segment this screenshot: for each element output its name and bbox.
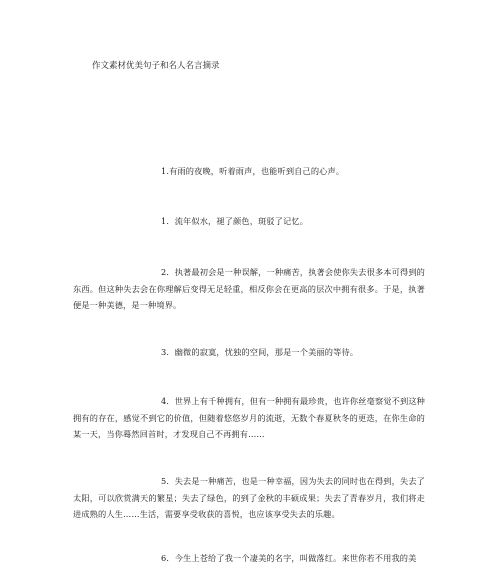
paragraph-3: 2．执著最初会是一种误解，一种痛苦，执著会使你失去很多本可得到的东西。但这种失去会在你理解后变得无足轻重，相反你会在更高的层次中拥有很多。于是，执著便是一种美德，是一种境界。 [73,267,425,310]
paragraph-2: 1．流年似水，褪了颜色，斑驳了记忆。 [161,216,309,226]
document-title: 作文素材优美句子和名人名言摘录 [92,61,220,71]
paragraph-4: 3．幽微的寂寞，忧独的空间，那是一个美丽的等待。 [161,347,359,357]
paragraph-7: 6．今生上苍给了我一个凄美的名字，叫做落红。来世你若不用我的美 [161,553,417,563]
paragraph-6: 5．失去是一种痛苦，也是一种幸福，因为失去的同时也在得到，失去了太阳，可以欣赏满天的繁星；失去了绿色，的到了金秋的丰硕成果；失去了青春岁月，我们将走进成熟的人生……生活，需要享受收获的喜悦，也应该享受失去的乐趣。 [73,476,425,519]
paragraph-5: 4．世界上有千种拥有，但有一种拥有最珍贵，也许你丝毫察觉不到这种拥有的存在，感觉不到它的价值，但随着悠悠岁月的流逝，无数个春夏秋冬的更迭，在你生命的某一天，当你蓦然回首时，才发现自己不再拥有…… [73,396,425,439]
paragraph-1: 1.有雨的夜晚，听着雨声，也能听到自己的心声。 [161,166,345,176]
